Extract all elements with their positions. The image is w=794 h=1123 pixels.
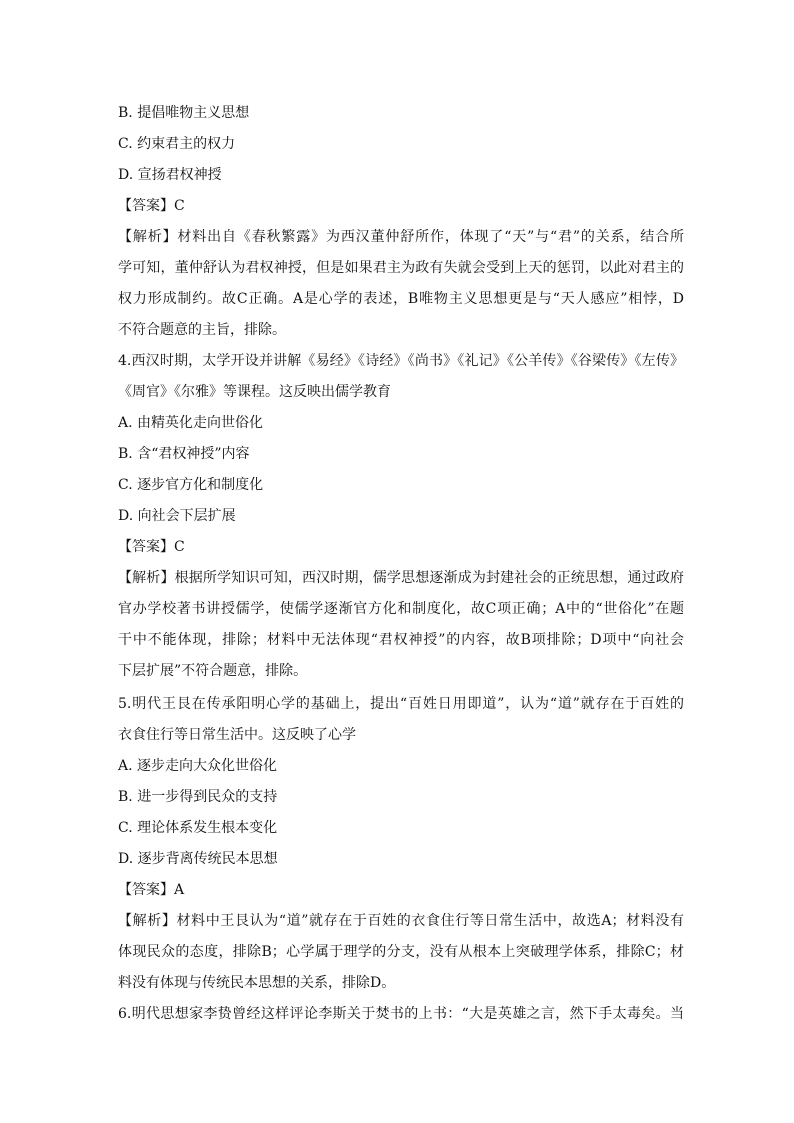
option-d: D. 宣扬君权神授	[118, 167, 222, 183]
option-d: D. 逐步背离传统民本思想	[118, 851, 278, 867]
analysis-line: 干中不能体现，排除；材料中无法体现“君权神授”的内容，故B项排除；D项中“向社会	[118, 632, 684, 648]
analysis-line: 学可知，董仲舒认为君权神授，但是如果君主为政有失就会受到上天的惩罚，以此对君主的	[118, 260, 684, 276]
option-a: A. 逐步走向大众化世俗化	[118, 758, 278, 774]
analysis-line: 【解析】材料出自《春秋繁露》为西汉董仲舒所作，体现了“天”与“君”的关系，结合所	[118, 229, 684, 245]
option-c: C. 理论体系发生根本变化	[118, 820, 278, 836]
analysis-line: 权力形成制约。故C正确。A是心学的表述，B唯物主义思想更是与“天人感应”相悖，D	[118, 291, 684, 307]
option-a: A. 由精英化走向世俗化	[118, 415, 264, 431]
option-b: B. 进一步得到民众的支持	[118, 789, 278, 805]
answer-label: 【答案】A	[118, 882, 185, 898]
question-stem: 衣食住行等日常生活中。这反映了心学	[118, 727, 356, 743]
option-b: B. 提倡唯物主义思想	[118, 105, 250, 121]
analysis-line: 不符合题意的主旨，排除。	[118, 322, 286, 338]
option-d: D. 向社会下层扩展	[118, 508, 236, 524]
option-c: C. 约束君主的权力	[118, 136, 236, 152]
analysis-line: 【解析】根据所学知识可知，西汉时期，儒学思想逐渐成为封建社会的正统思想，通过政府	[118, 570, 684, 586]
option-c: C. 逐步官方化和制度化	[118, 477, 264, 493]
analysis-line: 官办学校著书讲授儒学，使儒学逐渐官方化和制度化，故C项正确；A中的“世俗化”在题	[118, 601, 684, 617]
question-stem: 《周官》《尔雅》等课程。这反映出儒学教育	[118, 384, 391, 400]
option-b: B. 含“君权神授”内容	[118, 446, 250, 462]
analysis-line: 体现民众的态度，排除B；心学属于理学的分支，没有从根本上突破理学体系，排除C；材	[118, 944, 684, 960]
analysis-line: 料没有体现与传统民本思想的关系，排除D。	[118, 975, 396, 991]
question-stem: 4.西汉时期，太学开设并讲解《易经》《诗经》《尚书》《礼记》《公羊传》《谷梁传》《左传》	[118, 353, 684, 369]
answer-label: 【答案】C	[118, 539, 185, 555]
analysis-line: 下层扩展”不符合题意，排除。	[118, 663, 308, 679]
question-stem: 6.明代思想家李贽曾经这样评论李斯关于焚书的上书：“大是英雄之言，然下手太毒矣。当	[118, 1006, 684, 1022]
question-stem: 5.明代王艮在传承阳明心学的基础上，提出“百姓日用即道”，认为“道”就存在于百姓的	[118, 696, 684, 712]
analysis-line: 【解析】材料中王艮认为“道”就存在于百姓的衣食住行等日常生活中，故选A；材料没有	[118, 913, 684, 929]
answer-label: 【答案】C	[118, 198, 185, 214]
